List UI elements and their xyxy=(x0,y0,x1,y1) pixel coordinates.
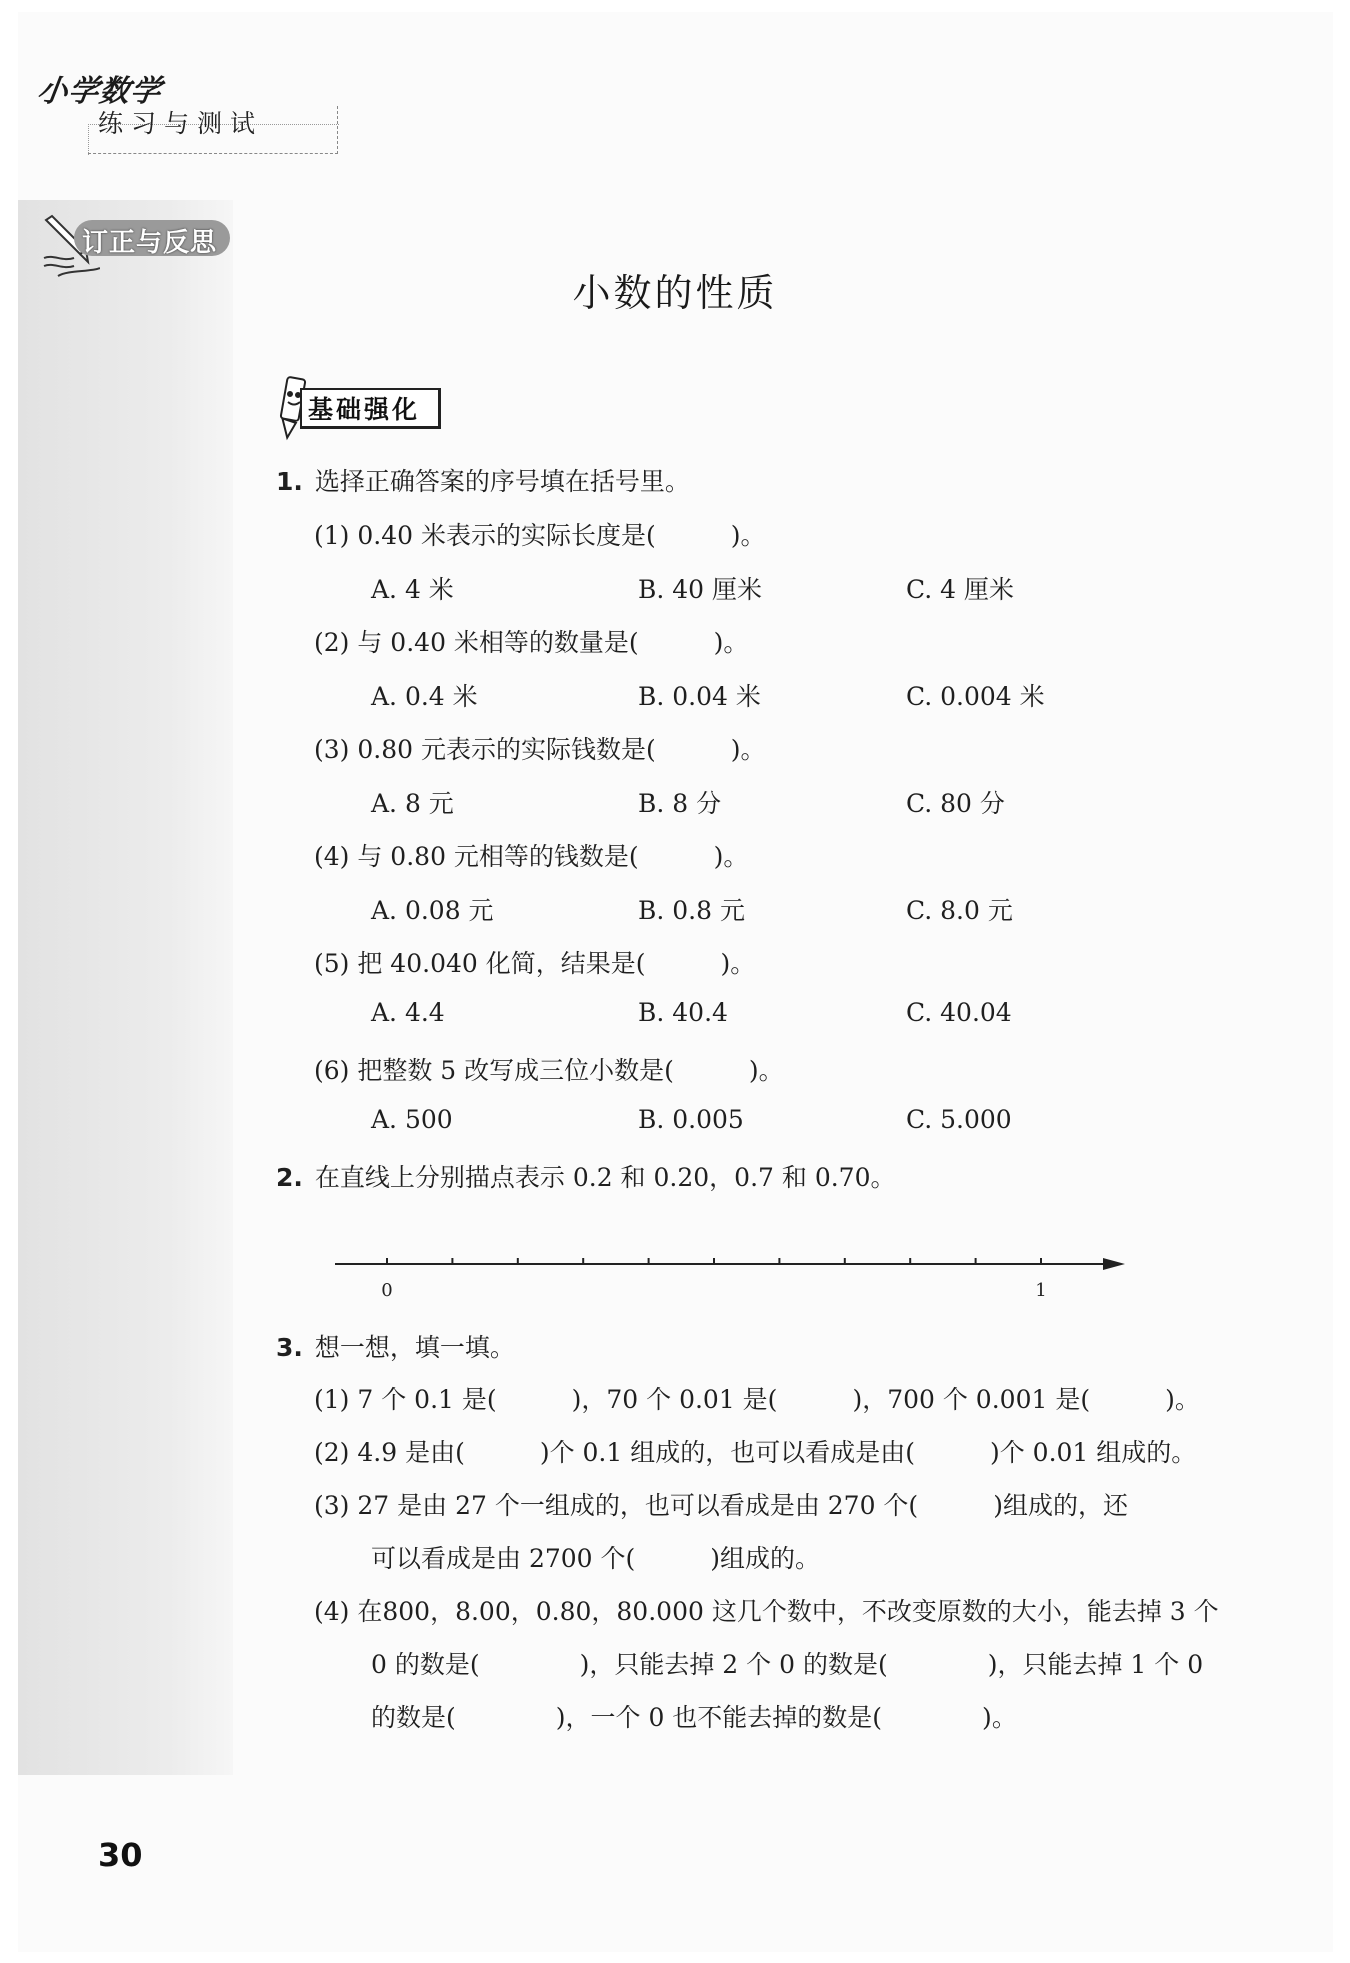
page-title: 小数的性质 xyxy=(572,271,778,315)
number-line[interactable] xyxy=(335,1248,1135,1308)
q1-item-5: (5) 把 40.040 化简，结果是( )。 xyxy=(314,949,756,978)
q1-item-1-option-a: A. 4 米 xyxy=(371,575,454,604)
q1-item-3-option-a: A. 8 元 xyxy=(371,789,454,818)
q1-item-3: (3) 0.80 元表示的实际钱数是( )。 xyxy=(314,735,766,764)
q1-item-6-option-a: A. 500 xyxy=(371,1105,453,1134)
q1-item-2: (2) 与 0.40 米相等的数量是( )。 xyxy=(314,628,749,657)
q1-item-6: (6) 把整数 5 改写成三位小数是( )。 xyxy=(314,1056,784,1085)
q3-line-2: (2) 4.9 是由( )个 0.1 组成的，也可以看成是由( )个 0.01 组成的。 xyxy=(314,1438,1197,1467)
q1-item-4-option-a: A. 0.08 元 xyxy=(371,896,494,925)
q3-line-5: (4) 在800，8.00，0.80，80.000 这几个数中，不改变原数的大小，能去掉 3 个 xyxy=(314,1597,1219,1626)
series-subtitle: 练习与测试 xyxy=(88,106,338,154)
q1-item-6-option-b: B. 0.005 xyxy=(638,1105,744,1134)
q3-line-1: (1) 7 个 0.1 是( )，70 个 0.01 是( )，700 个 0.001 是( )。 xyxy=(314,1385,1200,1414)
question-text: 在直线上分别描点表示 0.2 和 0.20，0.7 和 0.70。 xyxy=(314,1163,896,1192)
q3-line-6: 0 的数是( )，只能去掉 2 个 0 的数是( )，只能去掉 1 个 0 xyxy=(371,1650,1204,1679)
series-title: 小学数学 xyxy=(35,74,164,109)
revision-badge-label: 订正与反思 xyxy=(82,228,218,258)
q1-item-4-option-c: C. 8.0 元 xyxy=(906,896,1013,925)
q1-item-1-option-b: B. 40 厘米 xyxy=(638,575,763,604)
section-badge-label: 基础强化 xyxy=(308,395,421,424)
q1-item-2-option-c: C. 0.004 米 xyxy=(906,682,1045,711)
q1-item-2-option-b: B. 0.04 米 xyxy=(638,682,761,711)
q1-item-5-option-a: A. 4.4 xyxy=(371,998,445,1027)
revision-badge xyxy=(40,214,232,260)
q1-item-5-option-b: B. 40.4 xyxy=(638,998,728,1027)
question-1 xyxy=(276,462,690,498)
number-line-label-end: 1 xyxy=(1035,1280,1047,1301)
question-text: 选择正确答案的序号填在括号里。 xyxy=(314,467,690,496)
q3-line-4: 可以看成是由 2700 个( )组成的。 xyxy=(371,1544,821,1573)
q1-item-6-option-c: C. 5.000 xyxy=(906,1105,1012,1134)
question-number: 3. xyxy=(276,1333,303,1362)
revision-margin xyxy=(18,200,233,1775)
question-number: 2. xyxy=(276,1163,303,1192)
q1-item-1-option-c: C. 4 厘米 xyxy=(906,575,1014,604)
q1-item-4: (4) 与 0.80 元相等的钱数是( )。 xyxy=(314,842,749,871)
number-line-arrow xyxy=(1103,1258,1125,1270)
question-2 xyxy=(276,1158,896,1194)
q1-item-3-option-b: B. 8 分 xyxy=(638,789,722,818)
section-badge xyxy=(278,374,448,434)
q3-line-7: 的数是( )，一个 0 也不能去掉的数是( )。 xyxy=(371,1703,1017,1732)
q1-item-5-option-c: C. 40.04 xyxy=(906,998,1012,1027)
question-text: 想一想，填一填。 xyxy=(314,1333,515,1362)
q1-item-1: (1) 0.40 米表示的实际长度是( )。 xyxy=(314,521,766,550)
page-number: 30 xyxy=(98,1836,143,1874)
q3-line-3: (3) 27 是由 27 个一组成的，也可以看成是由 270 个( )组成的，还 xyxy=(314,1491,1128,1520)
question-number: 1. xyxy=(276,467,303,496)
q1-item-2-option-a: A. 0.4 米 xyxy=(371,682,478,711)
question-3 xyxy=(276,1328,515,1364)
q1-item-4-option-b: B. 0.8 元 xyxy=(638,896,745,925)
number-line-label-start: 0 xyxy=(381,1280,393,1301)
q1-item-3-option-c: C. 80 分 xyxy=(906,789,1005,818)
